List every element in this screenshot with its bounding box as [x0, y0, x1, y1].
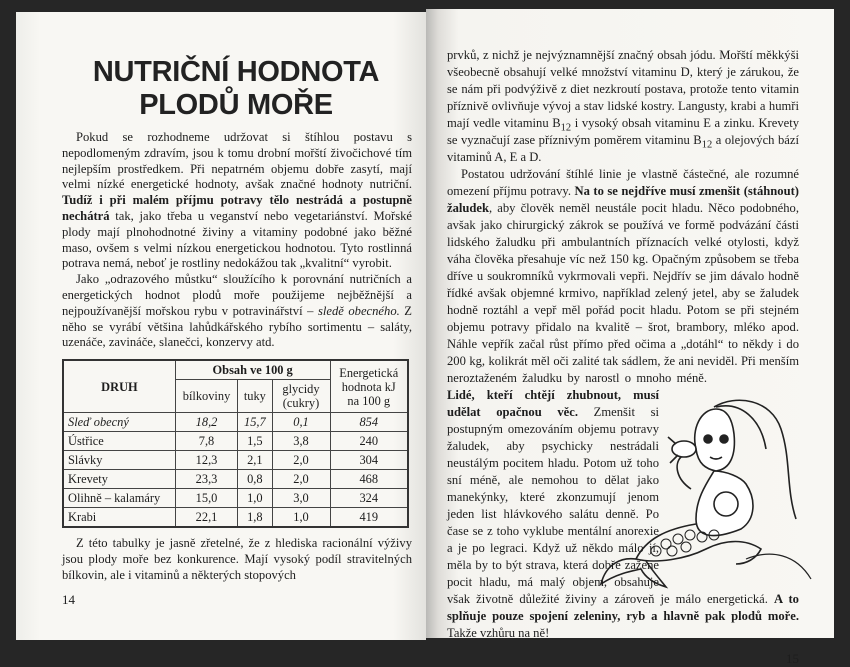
- table-row: [63, 413, 408, 432]
- bold-text: Lidé, kteří chtějí zhubnout, musí udělat opačnou věc.: [447, 388, 659, 419]
- table-cell: 22,1: [175, 508, 237, 528]
- table-cell: 468: [330, 470, 408, 489]
- text: Z něho se vyrábí většina lahůdkářského rybího sortimentu – saláty, uzenáče, zavináče, slanečci, konzervy atd.: [62, 303, 412, 350]
- text: , aby člověk neměl neustále pocit hladu. Něco podobného, avšak jako chirurgický zákrok se používá ve formě podvázání části lidského žaludku při ambulantních příznacích velké otylosti, když váha člověka přesahuje víc než 150 kg. Opačným způsobem se třeba dříve u soukromníků vykrmovali vepři. Nejdřív se jim dávalo hodně řídké avšak objemné krmivo, například zelený jetel, aby se žaludek hodně roztáhl a vepř měl pořád pocit hladu. Potom se při stejném objemu potravy přidalo na kvalitě – šrot, brambory, mléko apod. Náhle vepřík začal růst přímo před očima a „dotáhl“ to někdy i do 200 kg, kolikrát měl oči zalité tak sádlem, že ani neviděl. Při menším neroztaženém žaludku by narostl o mnoho méně.: [447, 201, 799, 385]
- table-cell: Krevety: [63, 470, 175, 489]
- nutrition-table: [62, 359, 409, 528]
- header-carbs: glycidy (cukry): [272, 380, 330, 413]
- text: prvků, z nichž je nejvýznamnější značný obsah jódu. Mořští měkkýši všeobecně obsahují velké množství vitaminu D, který je zárukou, že se nám při podvýživě z diet nezkroutí postava, protože tento vitamin příznivě ovlivňuje vývoj a stav lidské kostry. Langusty, krabi a humři mají vedle vitaminu B: [447, 48, 799, 130]
- table-cell: 1,5: [238, 432, 272, 451]
- table-cell: 7,8: [175, 432, 237, 451]
- bold-text: Tudíž i při malém příjmu potravy tělo nestrádá a postupně nechátrá: [62, 193, 412, 223]
- header-fat: tuky: [238, 380, 272, 413]
- table-cell: Olihně – kalamáry: [63, 489, 175, 508]
- table-cell: 2,0: [272, 470, 330, 489]
- table-row: [63, 470, 408, 489]
- text: Postatou udržování štíhlé linie je vlastně částečné, ale rozumné omezení příjmu potravy.: [447, 167, 799, 198]
- right-body-text: [447, 47, 799, 667]
- table-cell: Ústřice: [63, 432, 175, 451]
- table-cell: Sleď obecný: [63, 413, 175, 432]
- italic-text: sledě obecného.: [317, 303, 400, 318]
- table-cell: 2,1: [238, 451, 272, 470]
- bold-text: A to splňuje pouze spojení zeleniny, ryb a hlavně pak plodů moře.: [447, 592, 799, 623]
- table-cell: 419: [330, 508, 408, 528]
- table-cell: 240: [330, 432, 408, 451]
- left-body-text: [62, 130, 412, 351]
- header-content: Obsah ve 100 g: [175, 360, 330, 380]
- table-row: [63, 489, 408, 508]
- paragraph: Z této tabulky je jasně zřetelné, že z hlediska racionální výživy jsou plody moře bez konkurence. Mají vysoký podíl stravitelných bílkovin, ale i vitaminů a některých stopových: [62, 536, 412, 582]
- table-cell: 854: [330, 413, 408, 432]
- table-row: [63, 451, 408, 470]
- left-page: [16, 12, 426, 640]
- table-cell: 1,0: [272, 508, 330, 528]
- table-cell: 1,8: [238, 508, 272, 528]
- text: a olejových bází vitaminů A, E a D.: [447, 133, 799, 164]
- table-cell: 15,7: [238, 413, 272, 432]
- left-body-text-2: [62, 536, 412, 583]
- table-cell: Krabi: [63, 508, 175, 528]
- left-content: [62, 130, 412, 608]
- chapter-title: [46, 56, 426, 122]
- title-line: NUTRIČNÍ HODNOTA: [92, 56, 380, 88]
- text: tak, jako třeba u veganství nebo vegetariánství. Mořské plody mají plnohodnotné živiny a vitaminy podobné jako běžné maso, ovšem s velmi nízkou energetickou hodnotou. Tyto rostlinná potrava nemá, neboť je rostliny nedokážou tak „kvalitní“ vyrobit.: [62, 208, 412, 271]
- page-number: 14: [62, 591, 75, 607]
- text: Zmenšit si postupným omezováním objemu potravy žaludek, aby psychicky nestrádali neustálým pocitem hladu. Potom už toho sní méně, ale nemohou to dělat jako manekýnky, které zkonzumují jenom jeden list hlávkového salátu denně. Po čase se z toho vyklube mentální anorexie a je po legraci. Když už někdo málo jí, měla by to být strava, která dobře zažene pocit hladu, má malý objem, obsahuje však životně důležité živiny a zároveň je málo energetická.: [447, 405, 774, 606]
- paragraph: [62, 130, 412, 272]
- title-line: PLODŮ MOŘE: [139, 89, 333, 121]
- table-cell: 304: [330, 451, 408, 470]
- table-cell: 1,0: [238, 489, 272, 508]
- table-row: [63, 508, 408, 528]
- bold-text: Na to se nejdříve musí zmenšit (stáhnout) žaludek: [447, 184, 799, 215]
- paragraph: [62, 272, 412, 351]
- table-cell: 2,0: [272, 451, 330, 470]
- table-cell: 3,8: [272, 432, 330, 451]
- paragraph: [447, 47, 799, 166]
- table-cell: 18,2: [175, 413, 237, 432]
- header-protein: bílkoviny: [175, 380, 237, 413]
- subscript: 12: [560, 122, 572, 134]
- text: Takže vzhůru na ně!: [447, 626, 550, 640]
- table-cell: 23,3: [175, 470, 237, 489]
- text: Jako „odrazového můstku“ sloužícího k porovnání nutričních a energetických hodnot plodů moře použijeme nejběžnější a nejpoužívanější mořskou rybu v potravinářství –: [62, 272, 412, 318]
- table-cell: 0,8: [238, 470, 272, 489]
- table-cell: 12,3: [175, 451, 237, 470]
- header-druh: DRUH: [63, 360, 175, 413]
- subscript: 12: [701, 139, 713, 151]
- text: i vysoký obsah vitaminu E a zinku. Krevety se vyznačují zase příznivým poměrem vitaminu B: [447, 116, 800, 147]
- table-cell: Slávky: [63, 451, 175, 470]
- text: Pokud se rozhodneme udržovat si štíhlou postavu s nepodlomeným zdravím, jsou k tomu drobní mořští živočichové tím nejlepším prostředkem. Při nepatrném objemu dobře zasytí, mají velmi nízké energetické hodnoty, avšak značné hodnoty nutriční.: [62, 130, 412, 192]
- table-cell: 3,0: [272, 489, 330, 508]
- table-row: [63, 432, 408, 451]
- table-cell: 0,1: [272, 413, 330, 432]
- table-cell: 324: [330, 489, 408, 508]
- right-page: [426, 9, 834, 666]
- page-number: 15: [786, 651, 799, 666]
- table-cell: 15,0: [175, 489, 237, 508]
- header-energy: Energetická hodnota kJ na 100 g: [330, 360, 408, 413]
